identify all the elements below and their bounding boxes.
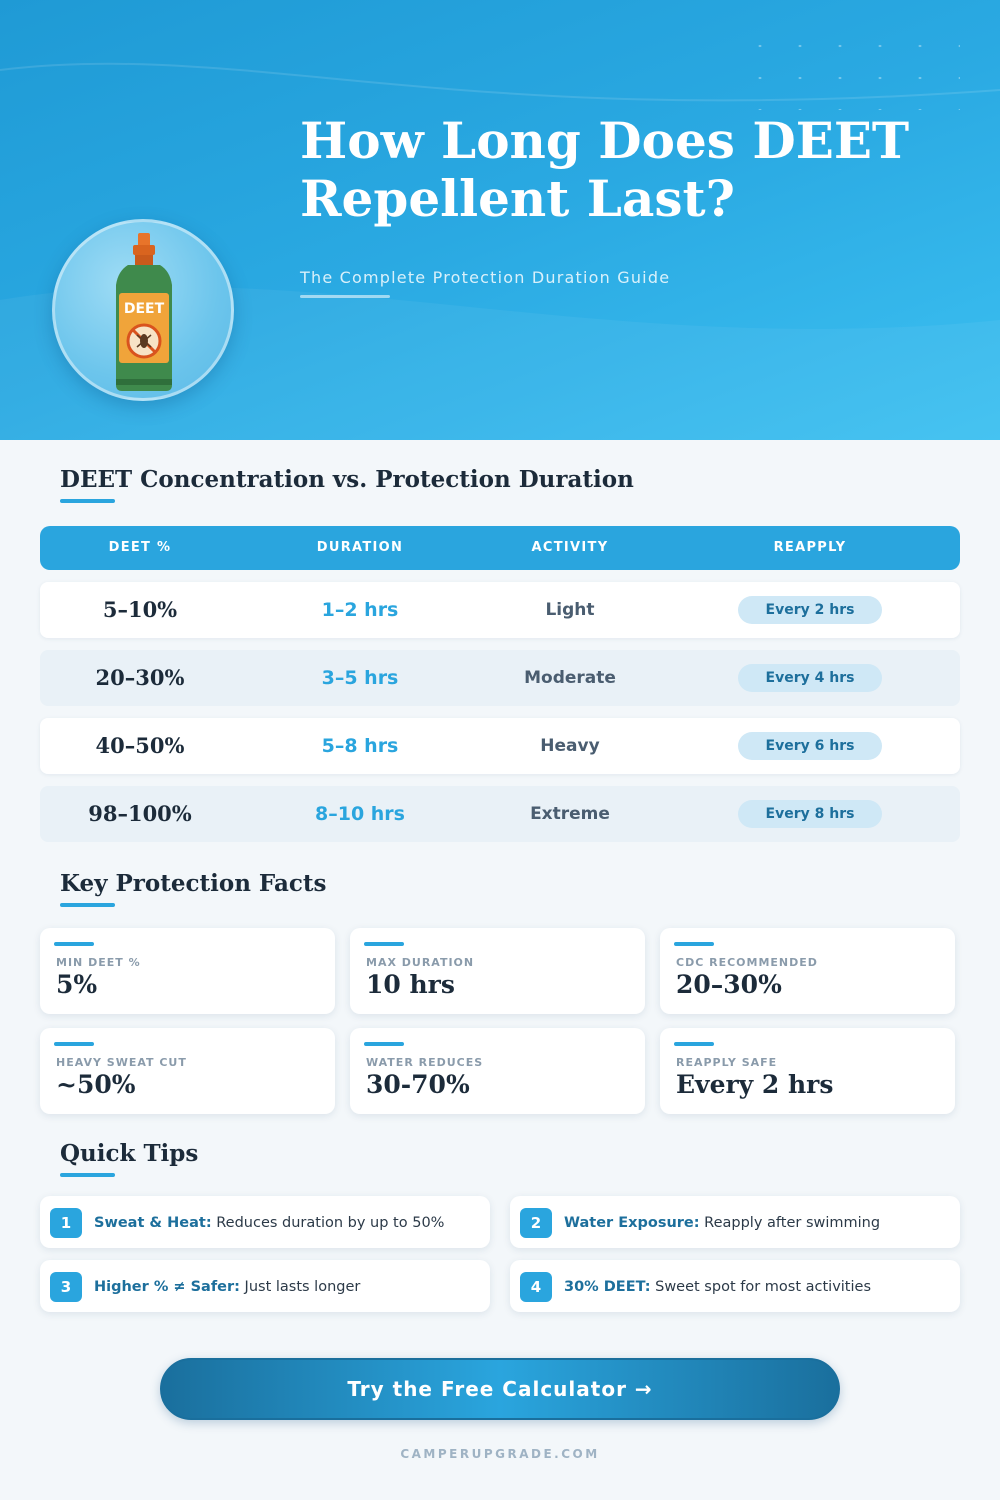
table-row: [40, 582, 960, 638]
row-reapply-badge: Every 4 hrs: [738, 664, 882, 692]
tip-number-badge: 4: [520, 1272, 552, 1302]
fact-label: WATER REDUCES: [366, 1056, 484, 1069]
row-duration: 8–10 hrs: [315, 803, 405, 825]
row-reapply-badge: Every 8 hrs: [738, 800, 882, 828]
row-deet-pct: 40–50%: [95, 733, 185, 758]
fact-card: [660, 1028, 955, 1114]
fact-value: 10 hrs: [366, 970, 455, 999]
tip-number-badge: 2: [520, 1208, 552, 1238]
tip-body: Reduces duration by up to 50%: [211, 1215, 445, 1231]
row-activity: Heavy: [540, 736, 600, 756]
row-duration: 3–5 hrs: [321, 667, 399, 689]
fact-card: [40, 928, 335, 1014]
row-reapply-badge: Every 2 hrs: [738, 596, 882, 624]
card-accent-bar: [674, 942, 714, 946]
fact-value: Every 2 hrs: [676, 1070, 834, 1099]
tip-number-badge: 3: [50, 1272, 82, 1302]
tip-item: [40, 1260, 490, 1312]
table-section-title: DEET Concentration vs. Protection Duration: [60, 466, 634, 493]
tip-heading: Higher % ≠ Safer:: [94, 1279, 240, 1295]
header-deet-pct: DEET %: [108, 540, 172, 555]
row-duration: 1–2 hrs: [321, 599, 399, 621]
calculator-cta-button[interactable]: Try the Free Calculator →: [160, 1358, 840, 1420]
tip-heading: Water Exposure:: [564, 1215, 700, 1231]
fact-value: 20–30%: [676, 970, 782, 999]
facts-section-title: Key Protection Facts: [60, 870, 327, 897]
fact-label: CDC RECOMMENDED: [676, 956, 818, 969]
header-reapply: REAPPLY: [773, 540, 847, 555]
row-deet-pct: 98–100%: [88, 801, 192, 826]
row-reapply-badge: Every 6 hrs: [738, 732, 882, 760]
row-duration: 5–8 hrs: [321, 735, 399, 757]
row-deet-pct: 20–30%: [95, 665, 185, 690]
fact-value: ~50%: [56, 1070, 136, 1099]
fact-value: 5%: [56, 970, 98, 999]
dot-pattern-decoration: [740, 30, 960, 110]
tip-body: Just lasts longer: [239, 1279, 361, 1295]
fact-card: [660, 928, 955, 1014]
tips-section-underline: [60, 1173, 115, 1177]
page-title: How Long Does DEET Repellent Last?: [300, 111, 910, 228]
fact-card: [350, 928, 645, 1014]
card-accent-bar: [54, 1042, 94, 1046]
fact-card: [350, 1028, 645, 1114]
tip-body: Reapply after swimming: [699, 1215, 881, 1231]
tip-text: [564, 1196, 880, 1248]
spray-bottle-icon: [52, 219, 234, 401]
table-row: [40, 786, 960, 842]
table-header: [40, 526, 960, 570]
fact-label: MAX DURATION: [366, 956, 475, 969]
subtitle-underline: [300, 295, 390, 298]
header-duration: DURATION: [316, 540, 404, 555]
page-subtitle: The Complete Protection Duration Guide: [300, 268, 671, 287]
tip-text: [94, 1196, 444, 1248]
tip-text: [94, 1260, 360, 1312]
fact-label: HEAVY SWEAT CUT: [56, 1056, 187, 1069]
tip-number-badge: 1: [50, 1208, 82, 1238]
fact-label: MIN DEET %: [56, 956, 141, 969]
tip-heading: 30% DEET:: [564, 1279, 651, 1295]
row-activity: Moderate: [524, 668, 616, 688]
fact-label: REAPPLY SAFE: [676, 1056, 778, 1069]
fact-value: 30-70%: [366, 1070, 470, 1099]
footer-site-name[interactable]: CAMPERUPGRADE.COM: [400, 1447, 600, 1461]
facts-section-underline: [60, 903, 115, 907]
table-row: [40, 650, 960, 706]
card-accent-bar: [54, 942, 94, 946]
card-accent-bar: [674, 1042, 714, 1046]
bottle-label-text: DEET: [123, 301, 165, 317]
table-row: [40, 718, 960, 774]
row-activity: Extreme: [530, 804, 610, 824]
card-accent-bar: [364, 942, 404, 946]
tip-heading: Sweat & Heat:: [94, 1215, 212, 1231]
header-activity: ACTIVITY: [531, 540, 609, 555]
fact-card: [40, 1028, 335, 1114]
tips-section-title: Quick Tips: [60, 1140, 199, 1167]
tip-item: [510, 1196, 960, 1248]
table-section-underline: [60, 499, 115, 503]
card-accent-bar: [364, 1042, 404, 1046]
tip-text: [564, 1260, 871, 1312]
row-activity: Light: [545, 600, 595, 620]
tip-item: [510, 1260, 960, 1312]
row-deet-pct: 5–10%: [102, 597, 178, 622]
tip-body: Sweet spot for most activities: [650, 1279, 871, 1295]
tip-item: [40, 1196, 490, 1248]
